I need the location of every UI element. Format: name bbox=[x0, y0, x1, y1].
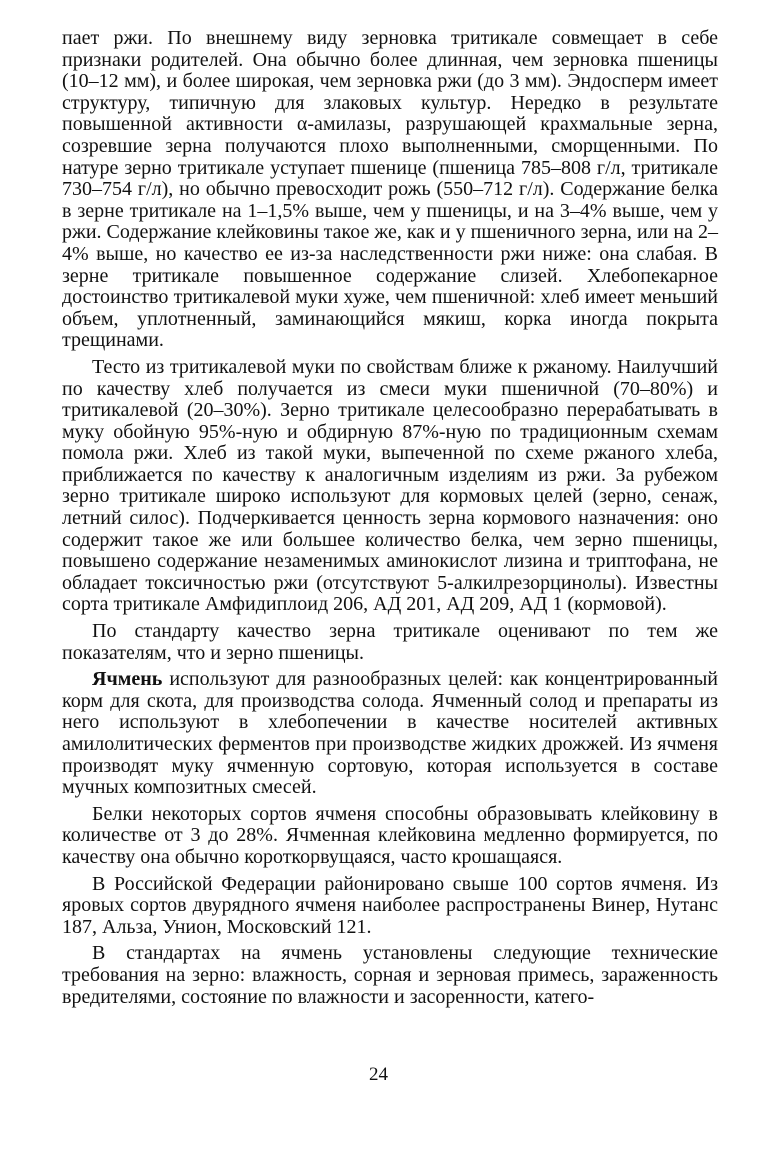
paragraph-6: В Российской Федерации районировано свыше 100 сортов ячменя. Из яровых сортов двурядного ячменя наиболее распространены Винер, Нутанс 187, Альза, Унион, Московский 121. bbox=[62, 872, 718, 938]
paragraph-3: По стандарту качество зерна тритикале оценивают по тем же показателям, что и зерно пшеницы. bbox=[62, 620, 718, 664]
paragraph-1: пает ржи. По внешнему виду зерновка тритикале совмещает в себе признаки родителей. Она обычно более длинная, чем зерновка пшеницы (10–12 мм), и более широкая, чем зерновка ржи (до 3 мм). Эндосперм имеет структуру, типичную для злаковых культур. Нередко в результате повышенной активности α-амилазы, разрушающей крахмальные зерна, созревшие зерна получаются плохо выполненными, сморщенными. По натуре зерно тритикале уступает пшенице (пшеница 785–808 г/л, тритикале 730–754 г/л), но обычно превосходит рожь (550–712 г/л). Содержание белка в зерне тритикале на 1–1,5% выше, чем у пшеницы, и на 3–4% выше, чем у ржи. Содержание клейковины такое же, как и у пшеничного зерна, или на 2–4% выше, но качество ее из-за наследственности ржи ниже: она слабая. В зерне тритикале повышенное содержание слизей. Хлебопекарное достоинство тритикалевой муки хуже, чем пшеничной: хлеб имеет меньший объем, уплотненный, заминающийся мякиш, корка иногда покрыта трещинами. bbox=[62, 27, 718, 352]
document-page bbox=[62, 28, 718, 1148]
paragraph-4-text: используют для разнообразных целей: как концентрированный корм для скота, для производства солода. Ячменный солод и препараты из него используют в хлебопечении в качестве носителей активных амилолитических ферментов при производстве жидких дрожжей. Из ячменя производят муку ячменную сортовую, которая используется в составе мучных композитных смесей. bbox=[62, 668, 718, 799]
paragraph-5: Белки некоторых сортов ячменя способны образовывать клейковину в количестве от 3 до 28%. Ячменная клейковина медленно формируется, по качеству она обычно короткорвущаяся, часто крошащаяся. bbox=[62, 802, 718, 868]
term-barley: Ячмень bbox=[92, 668, 163, 691]
page-number: 24 bbox=[369, 1064, 388, 1085]
paragraph-7: В стандартах на ячмень установлены следующие технические требования на зерно: влажность, сорная и зерновая примесь, зараженность вредителями, состояние по влажности и засоренности, катего- bbox=[62, 942, 718, 1008]
paragraph-2: Тесто из тритикалевой муки по свойствам ближе к ржаному. Наилучший по качеству хлеб получается из смеси муки пшеничной (70–80%) и тритикалевой (20–30%). Зерно тритикале целесообразно перерабатывать в муку обойную 95%-ную и обдирную 87%-ную по традиционным схемам помола ржи. Хлеб из такой муки, выпеченной по схеме ржаного хлеба, приближается по качеству к аналогичным изделиям из ржи. За рубежом зерно тритикале широко используют для кормовых целей (зерно, сенаж, летний силос). Подчеркивается ценность зерна кормового назначения: оно содержит такое же или большее количество белка, чем зерно пшеницы, повышено содержание незаменимых аминокислот лизина и триптофана, не обладает токсичностью ржи (отсутствуют 5-алкилрезорцинолы). Известны сорта тритикале Амфидиплоид 206, АД 201, АД 209, АД 1 (кормовой). bbox=[62, 355, 718, 616]
paragraph-4 bbox=[62, 669, 718, 799]
